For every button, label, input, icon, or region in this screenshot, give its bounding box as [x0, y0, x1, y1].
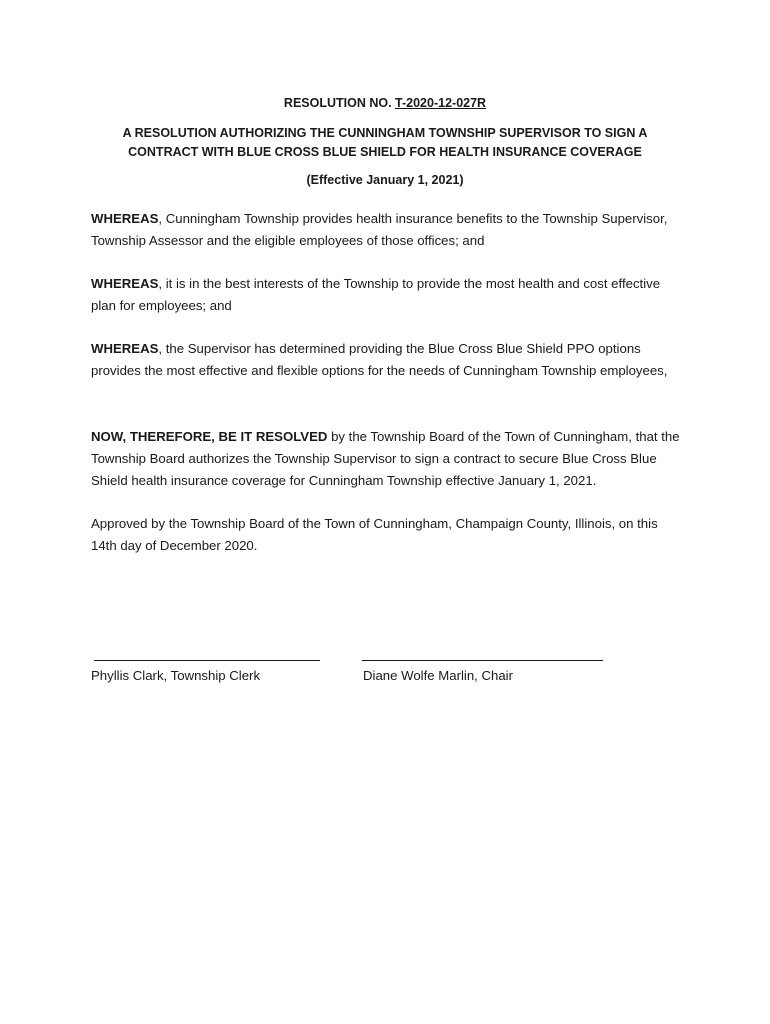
- whereas-lead-1: WHEREAS: [91, 211, 159, 226]
- signature-line-chair: [362, 660, 603, 661]
- whereas-text-3: , the Supervisor has determined providing the Blue Cross Blue Shield PPO options provides the most effective and flexible options for the needs of Cunningham Township employees,: [91, 341, 668, 378]
- resolved-paragraph: [91, 426, 681, 492]
- signature-line-clerk: [94, 660, 320, 661]
- whereas-text-1: , Cunningham Township provides health insurance benefits to the Township Supervisor, Township Assessor and the eligible employees of those offices; and: [91, 211, 668, 248]
- signature-name-clerk: Phyllis Clark, Township Clerk: [91, 668, 261, 683]
- effective-date: (Effective January 1, 2021): [306, 173, 464, 187]
- resolved-text: by the Township Board of the Town of Cunningham, that the Township Board authorizes the Township Supervisor to sign a contract to secure Blue Cross Blue Shield health insurance coverage for Cunningham Township effective January 1, 2021.: [91, 429, 680, 488]
- resolution-title-line-1: A RESOLUTION AUTHORIZING THE CUNNINGHAM TOWNSHIP SUPERVISOR TO SIGN A: [122, 126, 648, 140]
- whereas-paragraph-2: [91, 273, 681, 317]
- whereas-lead-3: WHEREAS: [91, 341, 159, 356]
- resolution-number: T-2020-12-027R: [395, 96, 487, 110]
- resolution-prefix: RESOLUTION NO.: [283, 96, 396, 110]
- approval-paragraph: Approved by the Township Board of the Town of Cunningham, Champaign County, Illinois, on this 14th day of December 2020.: [91, 516, 658, 553]
- whereas-text-2: , it is in the best interests of the Township to provide the most health and cost effective plan for employees; and: [91, 276, 661, 313]
- whereas-paragraph-3: [91, 338, 681, 382]
- resolved-lead: NOW, THEREFORE, BE IT RESOLVED: [91, 429, 328, 444]
- whereas-paragraph-1: [91, 208, 681, 252]
- whereas-lead-2: WHEREAS: [91, 276, 159, 291]
- signature-name-chair: Diane Wolfe Marlin, Chair: [363, 668, 514, 683]
- resolution-number-heading: [0, 94, 770, 113]
- resolution-title-line-2: CONTRACT WITH BLUE CROSS BLUE SHIELD FOR HEALTH INSURANCE COVERAGE: [128, 145, 642, 159]
